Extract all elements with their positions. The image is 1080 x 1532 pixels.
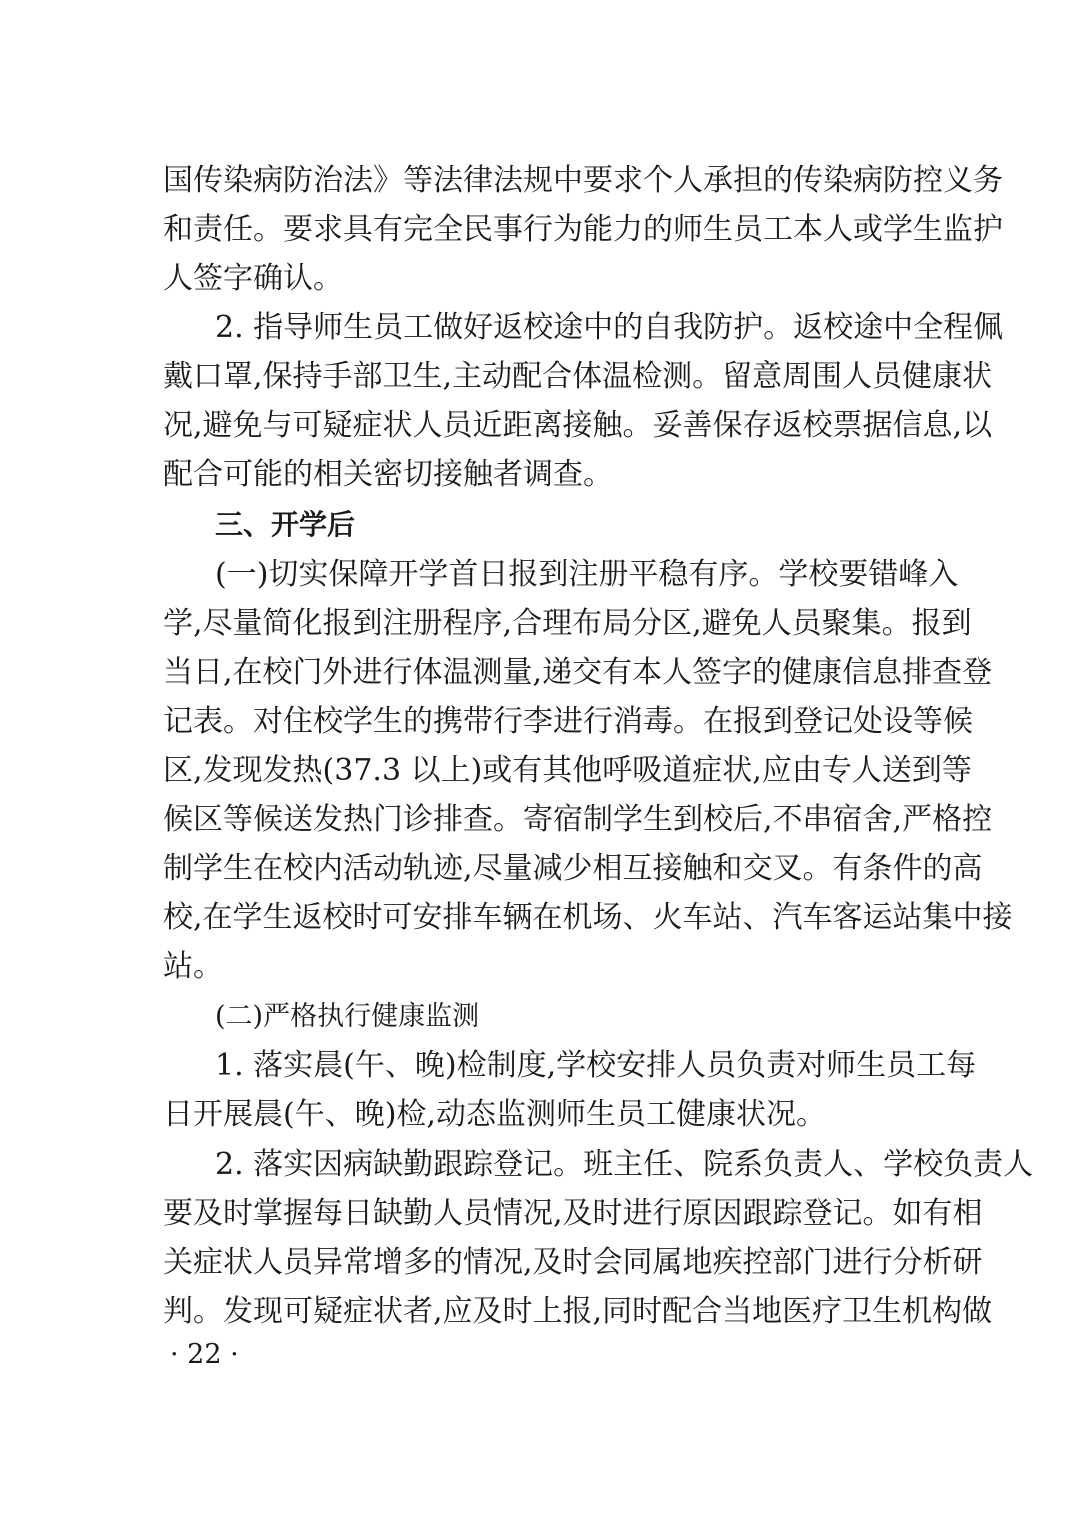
text-line: 候区等候送发热门诊排查。寄宿制学生到校后,不串宿舍,严格控 [163, 802, 993, 837]
subsection-heading: (二)严格执行健康监测 [215, 1001, 480, 1032]
text-line: 当日,在校门外进行体温测量,递交有本人签字的健康信息排查登 [163, 655, 993, 690]
text-line: 要及时掌握每日缺勤人员情况,及时进行原因跟踪登记。如有相 [163, 1196, 983, 1231]
text-line: 2. 落实因病缺勤跟踪登记。班主任、院系负责人、学校负责人 [215, 1147, 1034, 1182]
text-line: 日开展晨(午、晚)检,动态监测师生员工健康状况。 [163, 1097, 826, 1132]
page-number: · 22 · [170, 1339, 239, 1370]
text-line: 2. 指导师生员工做好返校途中的自我防护。返校途中全程佩 [215, 310, 1004, 345]
section-heading: 三、开学后 [215, 508, 356, 541]
text-line: (一)切实保障开学首日报到注册平稳有序。学校要错峰入 [215, 557, 959, 592]
text-line: 记表。对住校学生的携带行李进行消毒。在报到登记处设等候 [163, 704, 973, 739]
text-line: 关症状人员异常增多的情况,及时会同属地疾控部门进行分析研 [163, 1245, 983, 1280]
text-line: 学,尽量简化报到注册程序,合理布局分区,避免人员聚集。报到 [163, 606, 972, 641]
text-line: 和责任。要求具有完全民事行为能力的师生员工本人或学生监护 [163, 212, 1003, 247]
text-line: 1. 落实晨(午、晚)检制度,学校安排人员负责对师生员工每 [215, 1048, 977, 1083]
text-line: 判。发现可疑症状者,应及时上报,同时配合当地医疗卫生机构做 [163, 1294, 993, 1329]
text-line: 人签字确认。 [163, 261, 343, 296]
text-line: 校,在学生返校时可安排车辆在机场、火车站、汽车客运站集中接 [163, 900, 1013, 935]
text-line: 戴口罩,保持手部卫生,主动配合体温检测。留意周围人员健康状 [163, 359, 993, 394]
text-line: 区,发现发热(37.3 以上)或有其他呼吸道症状,应由专人送到等 [163, 753, 972, 788]
text-line: 况,避免与可疑症状人员近距离接触。妥善保存返校票据信息,以 [163, 408, 993, 443]
text-line: 站。 [163, 949, 223, 984]
text-line: 制学生在校内活动轨迹,尽量减少相互接触和交叉。有条件的高 [163, 851, 983, 886]
text-line: 配合可能的相关密切接触者调查。 [163, 457, 613, 492]
text-line: 国传染病防治法》等法律法规中要求个人承担的传染病防控义务 [163, 163, 1003, 198]
